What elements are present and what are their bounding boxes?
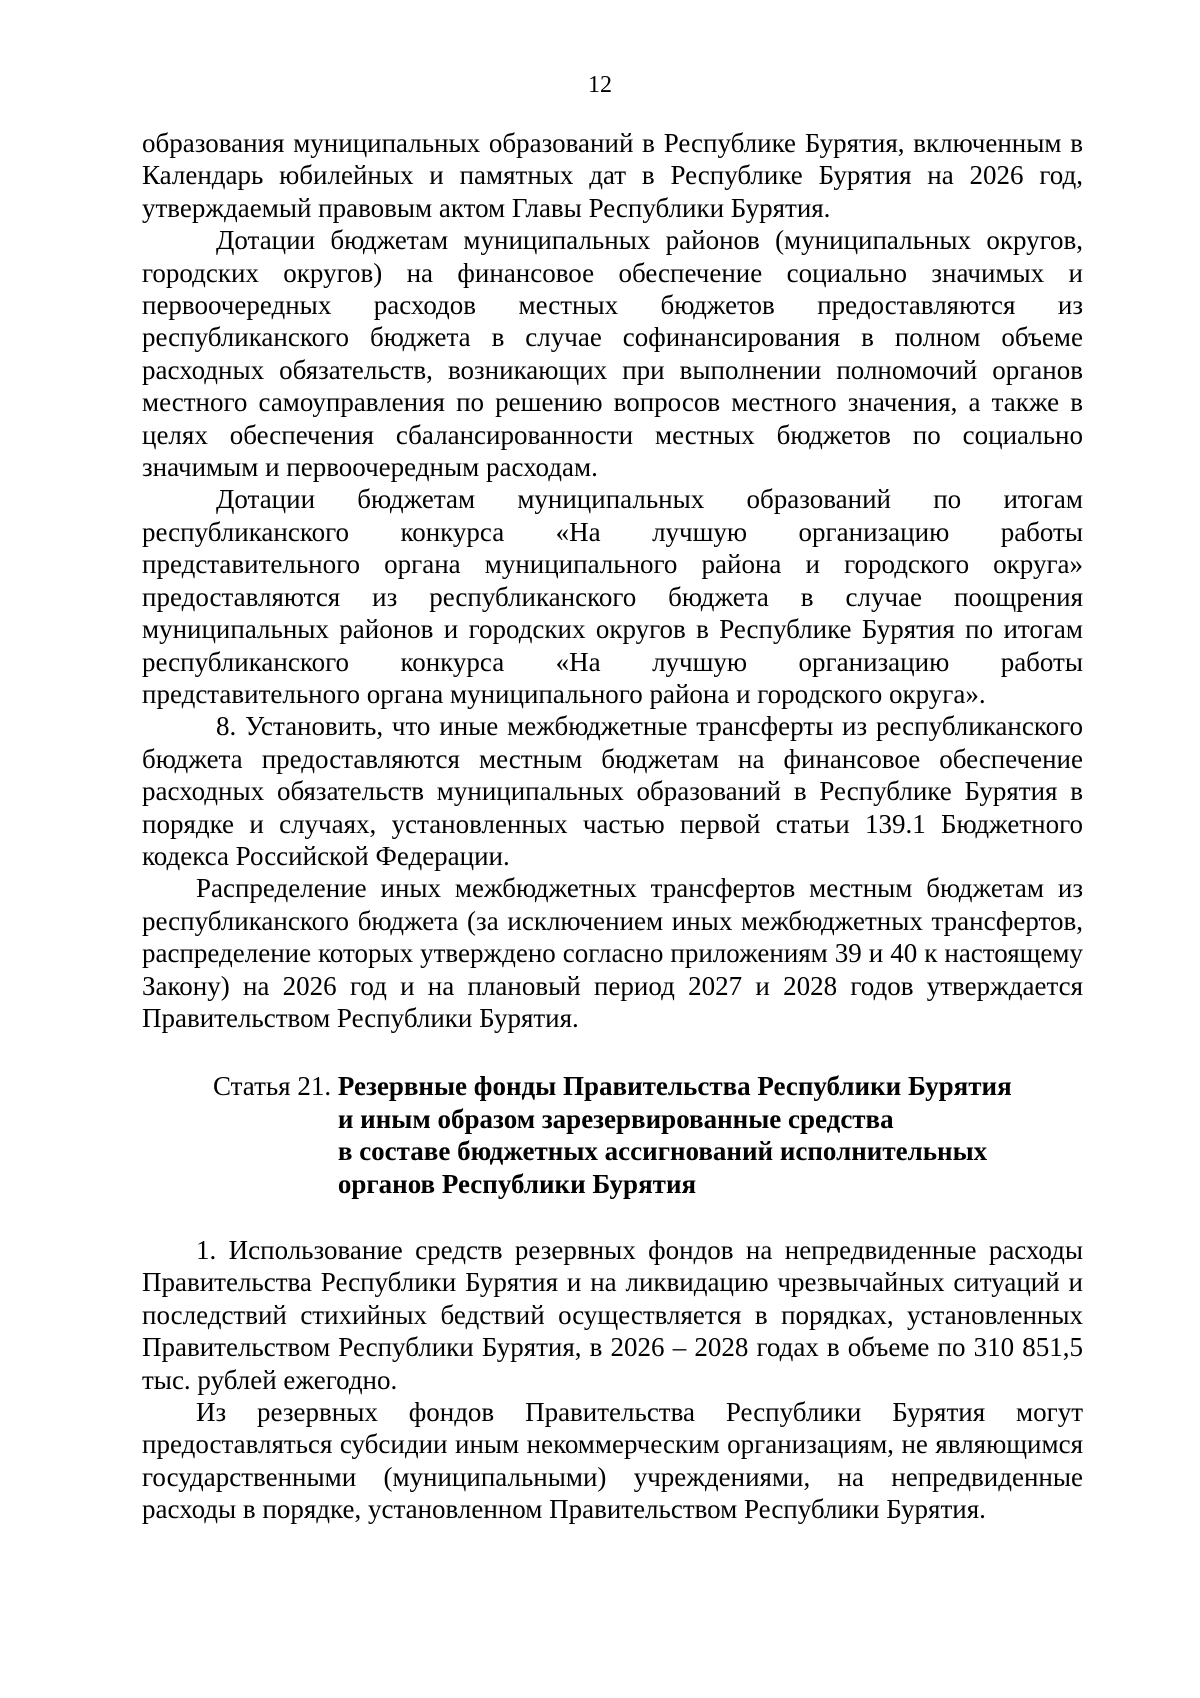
article-title-line: органов Республики Бурятия xyxy=(337,1168,697,1199)
paragraph-subsidies-social: Дотации бюджетам муниципальных районов (муниципальных округов, городских округов) на финансовое обеспечение социально значимых и первоочередных расходов местных бюджетов предоставляются из республиканского бюджета в случае софинансирования в полном объеме расходных обязательств, возникающих при выполнении полномочий органов местного самоуправления по решению вопросов местного значения, а также в целях обеспечения сбалансированности местных бюджетов по социально значимым и первоочередным расходам. xyxy=(142,225,1083,483)
paragraph-subsidies-contest: Дотации бюджетам муниципальных образований по итогам республиканского конкурса «На лучшую организацию работы представительного органа муниципального района и городского округа» предоставляются из республиканского бюджета в случае поощрения муниципальных районов и городских округов в Республике Бурятия по итогам республиканского конкурса «На лучшую организацию работы представительного органа муниципального района и городского округа». xyxy=(142,484,1083,709)
spacer xyxy=(142,1200,1083,1234)
paragraph-reserve-funds: 1. Использование средств резервных фондов на непредвиденные расходы Правительства Республики Бурятия и на ликвидацию чрезвычайных ситуаций и последствий стихийных бедствий осуществляется в порядках, установленных Правительством Республики Бурятия, в 2026 – 2028 годах в объеме по 310 851,5 тыс. рублей ежегодно. xyxy=(142,1235,1083,1395)
paragraph-item-8: 8. Установить, что иные межбюджетные трансферты из республиканского бюджета предоставляются местным бюджетам на финансовое обеспечение расходных обязательств муниципальных образований в Республике Бурятия в порядке и случаях, установленных частью первой статьи 139.1 Бюджетного кодекса Российской Федерации. xyxy=(142,711,1083,871)
article-title-line: Резервные фонды Правительства Республики Бурятия xyxy=(337,1071,1012,1102)
article-title-line: в составе бюджетных ассигнований исполнительных xyxy=(337,1136,988,1167)
article-heading xyxy=(142,1070,1083,1200)
document-body xyxy=(142,127,1083,1526)
article-label: Статья 21. xyxy=(213,1071,338,1102)
paragraph-reserve-subsidies: Из резервных фондов Правительства Республики Бурятия могут предоставляться субсидии иным некоммерческим организациям, не являющимся государственными (муниципальными) учреждениями, на непредвиденные расходы в порядке, установленном Правительством Республики Бурятия. xyxy=(142,1397,1083,1525)
paragraph-distribution: Распределение иных межбюджетных трансфертов местным бюджетам из республиканского бюджета (за исключением иных межбюджетных трансфертов, распределение которых утверждено согласно приложениям 39 и 40 к настоящему Закону) на 2026 год и на плановый период 2027 и 2028 годов утверждается Правительством Республики Бурятия. xyxy=(142,873,1083,1033)
article-title-line: и иным образом зарезервированные средства xyxy=(337,1103,894,1134)
page-number: 12 xyxy=(588,72,612,98)
article-title xyxy=(338,1070,1012,1200)
paragraph-continuation: образования муниципальных образований в Республике Бурятия, включенным в Календарь юбилейных и памятных дат в Республике Бурятия на 2026 год, утверждаемый правовым актом Главы Республики Бурятия. xyxy=(142,128,1083,223)
